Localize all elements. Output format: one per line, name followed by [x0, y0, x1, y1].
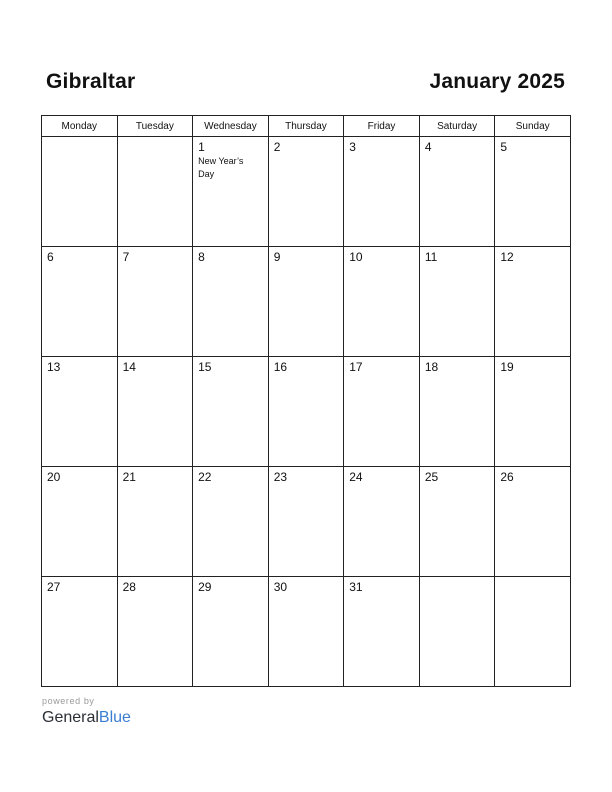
day-number: 10: [349, 250, 363, 264]
day-cell: [344, 357, 420, 467]
day-cell: [268, 577, 344, 687]
day-cell: [193, 137, 269, 247]
day-number: 9: [273, 250, 281, 264]
day-number: 3: [349, 140, 356, 154]
day-number: 16: [273, 360, 288, 374]
day-number: 14: [122, 360, 136, 374]
weekday-header-sunday: Sunday: [495, 116, 571, 137]
day-cell: [117, 357, 193, 467]
weekday-header-tuesday: Tuesday: [117, 116, 193, 137]
region-title: Gibraltar: [46, 70, 136, 93]
day-number: 23: [273, 470, 288, 484]
day-number: 26: [500, 470, 514, 484]
week-row: [42, 357, 571, 467]
day-cell: [419, 247, 495, 357]
day-number: 8: [198, 250, 205, 264]
day-number: 4: [424, 140, 432, 154]
brand-name-blue: Blue: [98, 709, 131, 726]
day-number: 20: [47, 470, 61, 484]
weekday-header-row: [42, 116, 571, 137]
day-cell: [117, 467, 193, 577]
day-cell: [419, 137, 495, 247]
brand-logo: [42, 708, 131, 728]
day-number: 22: [198, 470, 212, 484]
weekday-header-saturday: Saturday: [419, 116, 495, 137]
week-row: [42, 137, 571, 247]
week-row: [42, 467, 571, 577]
day-cell: [117, 137, 193, 247]
day-number: 11: [424, 250, 438, 264]
day-cell: [495, 467, 571, 577]
day-cell: [117, 577, 193, 687]
month-title: January 2025: [429, 70, 565, 93]
day-cell: [193, 467, 269, 577]
day-cell: [193, 357, 269, 467]
week-row: [42, 247, 571, 357]
weekday-header-wednesday: Wednesday: [193, 116, 269, 137]
day-number: 13: [47, 360, 61, 374]
day-cell: [495, 357, 571, 467]
day-cell: [42, 357, 118, 467]
day-cell: [193, 247, 269, 357]
day-cell: [268, 357, 344, 467]
day-cell: [42, 247, 118, 357]
day-cell: [495, 247, 571, 357]
day-cell: [117, 247, 193, 357]
day-cell: [42, 137, 118, 247]
day-cell: [193, 577, 269, 687]
day-cell: [344, 467, 420, 577]
day-number: 12: [500, 250, 514, 264]
day-cell: [495, 577, 571, 687]
day-number: 19: [500, 360, 514, 374]
day-cell: [268, 137, 344, 247]
day-cell: [419, 467, 495, 577]
day-number: 29: [198, 580, 212, 594]
day-number: 24: [349, 470, 363, 484]
holiday-label: New Year’s Day: [198, 156, 244, 179]
day-number: 27: [47, 580, 61, 594]
weekday-header-friday: Friday: [344, 116, 420, 137]
day-cell: [42, 467, 118, 577]
powered-by-text: powered by: [42, 696, 95, 706]
day-number: 21: [122, 470, 136, 484]
day-cell: [344, 137, 420, 247]
day-cell: [419, 577, 495, 687]
day-number: 17: [349, 360, 363, 374]
footer-branding: [42, 696, 131, 728]
day-cell: [495, 137, 571, 247]
day-number: 1: [198, 140, 205, 154]
day-number: 5: [500, 140, 508, 154]
day-cell: [344, 247, 420, 357]
day-number: 6: [47, 250, 54, 264]
day-number: 2: [273, 140, 281, 154]
day-number: 31: [349, 580, 363, 594]
day-number: 25: [424, 470, 439, 484]
day-number: 18: [424, 360, 439, 374]
day-number: 7: [122, 250, 130, 264]
day-cell: [268, 247, 344, 357]
weekday-header-monday: Monday: [42, 116, 118, 137]
weekday-header-thursday: Thursday: [268, 116, 344, 137]
day-number: 28: [122, 580, 136, 594]
day-cell: [344, 577, 420, 687]
day-cell: [419, 357, 495, 467]
day-number: 30: [273, 580, 288, 594]
brand-name-general: General: [42, 709, 99, 726]
week-row: [42, 577, 571, 687]
day-cell: [268, 467, 344, 577]
calendar-grid: [41, 115, 571, 687]
day-cell: [42, 577, 118, 687]
day-number: 15: [198, 360, 212, 374]
